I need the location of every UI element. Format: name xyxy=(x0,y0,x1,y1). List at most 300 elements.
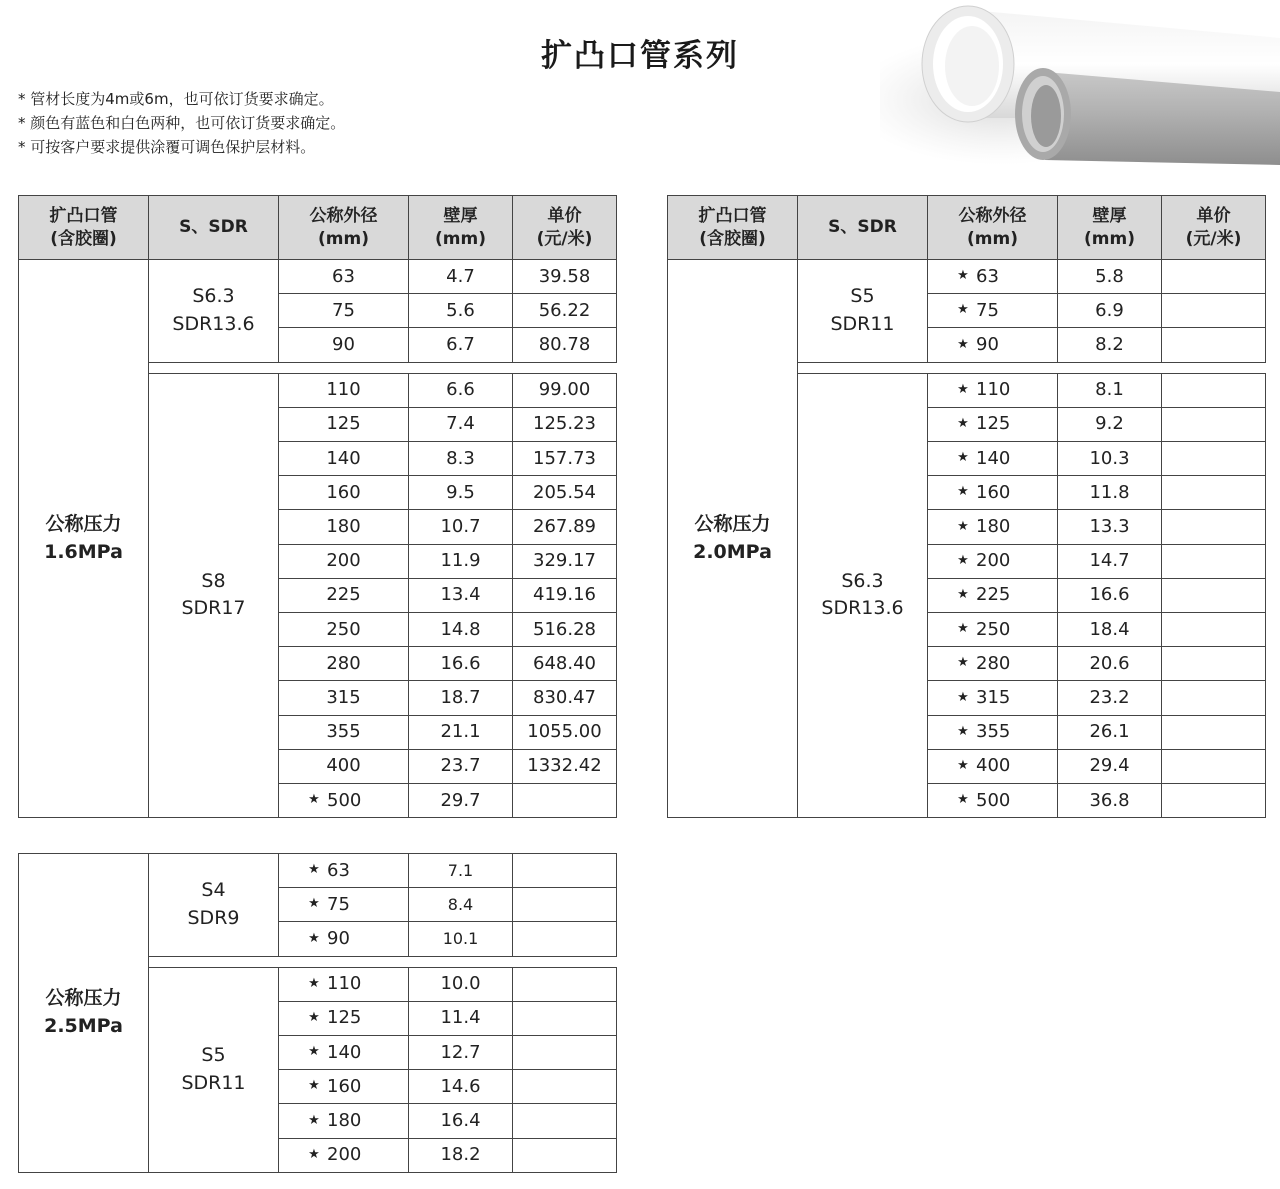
star-icon: ★ xyxy=(308,1112,320,1128)
outer-diameter-cell xyxy=(278,544,409,579)
wall-thickness-cell xyxy=(408,1138,513,1173)
cell-text: 400 xyxy=(976,755,1011,777)
cell-text: 10.1 xyxy=(442,929,479,949)
cell-text: 140 xyxy=(326,447,361,469)
star-icon: ★ xyxy=(308,1078,320,1094)
cell-text: 8.4 xyxy=(447,895,474,915)
cell-text: 20.6 xyxy=(1089,652,1130,674)
unit-price-cell xyxy=(512,259,617,294)
sdr-group-cell xyxy=(797,373,928,819)
cell-text: 140 xyxy=(976,447,1011,469)
cell-text: 5.8 xyxy=(1095,265,1124,287)
outer-diameter-cell xyxy=(278,612,409,647)
wall-thickness-cell xyxy=(408,783,513,818)
outer-diameter-cell xyxy=(927,646,1058,681)
wall-thickness-cell xyxy=(408,967,513,1002)
outer-diameter-cell xyxy=(278,475,409,510)
star-icon: ★ xyxy=(957,336,969,352)
cell-text: 9.5 xyxy=(446,481,475,503)
unit-price-cell xyxy=(512,1035,617,1070)
unit-price-cell xyxy=(1161,441,1266,476)
cell-text: SDR11 xyxy=(830,312,895,335)
unit-price-cell xyxy=(1161,509,1266,544)
notes xyxy=(18,87,345,159)
wall-thickness-cell xyxy=(408,680,513,715)
cell-text: 公称外径 xyxy=(309,205,378,226)
unit-price-cell xyxy=(1161,715,1266,750)
outer-diameter-cell xyxy=(278,373,409,408)
cell-text: SDR9 xyxy=(187,906,240,929)
cell-text: 160 xyxy=(976,481,1011,503)
cell-text: 75 xyxy=(976,299,999,321)
outer-diameter-cell xyxy=(278,853,409,888)
unit-price-cell xyxy=(1161,646,1266,681)
cell-text: 90 xyxy=(976,333,999,355)
outer-diameter-cell xyxy=(278,680,409,715)
wall-thickness-cell xyxy=(1057,293,1162,328)
cell-text: 125 xyxy=(326,413,361,435)
star-icon: ★ xyxy=(957,415,969,431)
unit-price-cell xyxy=(1161,578,1266,613)
cell-text: 250 xyxy=(326,618,361,640)
wall-thickness-cell xyxy=(408,407,513,442)
cell-text: 516.28 xyxy=(533,618,596,640)
cell-text: 200 xyxy=(327,1144,362,1166)
unit-price-cell xyxy=(512,887,617,922)
header-outer-diameter xyxy=(278,195,409,260)
unit-price-cell xyxy=(512,921,617,956)
cell-text: 90 xyxy=(327,927,350,949)
outer-diameter-cell xyxy=(927,783,1058,818)
cell-text: S5 xyxy=(201,1044,226,1067)
cell-text: 8.2 xyxy=(1095,333,1124,355)
cell-text: 14.7 xyxy=(1089,550,1130,572)
cell-text: 16.6 xyxy=(440,652,481,674)
cell-text: 6.6 xyxy=(446,379,475,401)
outer-diameter-cell xyxy=(278,407,409,442)
cell-text: SDR11 xyxy=(181,1071,246,1094)
cell-text: 180 xyxy=(327,1109,362,1131)
cell-text: 80.78 xyxy=(538,333,591,355)
cell-text: 9.2 xyxy=(1095,413,1124,435)
cell-text: 280 xyxy=(326,652,361,674)
cell-text: (mm) xyxy=(967,228,1018,249)
unit-price-cell xyxy=(512,327,617,362)
sdr-group-cell xyxy=(148,373,279,819)
outer-diameter-cell xyxy=(278,1103,409,1138)
star-icon: ★ xyxy=(957,655,969,671)
cell-text: (mm) xyxy=(1084,228,1135,249)
wall-thickness-cell xyxy=(1057,749,1162,784)
cell-text: 180 xyxy=(976,515,1011,537)
header-wall-thickness xyxy=(408,195,513,260)
wall-thickness-cell xyxy=(408,646,513,681)
cell-text: SDR17 xyxy=(181,597,246,620)
cell-text: 648.40 xyxy=(533,652,596,674)
wall-thickness-cell xyxy=(1057,259,1162,294)
pressure-group-cell xyxy=(18,259,149,818)
unit-price-cell xyxy=(512,475,617,510)
wall-thickness-cell xyxy=(408,509,513,544)
cell-text: 21.1 xyxy=(440,721,481,743)
unit-price-cell xyxy=(1161,259,1266,294)
cell-text: 1.6MPa xyxy=(44,540,123,563)
wall-thickness-cell xyxy=(408,373,513,408)
cell-text: 2.5MPa xyxy=(44,1014,123,1037)
wall-thickness-cell xyxy=(408,475,513,510)
outer-diameter-cell xyxy=(927,544,1058,579)
cell-text: 壁厚 xyxy=(1092,205,1127,226)
wall-thickness-cell xyxy=(408,715,513,750)
pipe-product-image xyxy=(880,0,1280,170)
cell-text: 23.7 xyxy=(440,755,481,777)
cell-text: 6.7 xyxy=(446,333,475,355)
cell-text: 公称压力 xyxy=(45,513,122,536)
outer-diameter-cell xyxy=(278,887,409,922)
wall-thickness-cell xyxy=(408,259,513,294)
outer-diameter-cell xyxy=(278,327,409,362)
unit-price-cell xyxy=(512,441,617,476)
unit-price-cell xyxy=(512,578,617,613)
wall-thickness-cell xyxy=(408,749,513,784)
cell-text: 63 xyxy=(976,265,999,287)
cell-text: 2.0MPa xyxy=(693,540,772,563)
outer-diameter-cell xyxy=(278,1138,409,1173)
outer-diameter-cell xyxy=(927,259,1058,294)
cell-text: 6.9 xyxy=(1095,299,1124,321)
cell-text: 1332.42 xyxy=(527,755,602,777)
cell-text: 125.23 xyxy=(533,413,596,435)
cell-text: 110 xyxy=(976,379,1011,401)
star-icon: ★ xyxy=(957,757,969,773)
star-icon: ★ xyxy=(957,268,969,284)
cell-text: 18.7 xyxy=(440,686,481,708)
cell-text: 11.8 xyxy=(1089,481,1130,503)
outer-diameter-cell xyxy=(927,749,1058,784)
cell-text: 39.58 xyxy=(538,265,591,287)
cell-text: 63 xyxy=(332,265,355,287)
cell-text: 16.6 xyxy=(1089,584,1130,606)
cell-text: (含胶圈) xyxy=(699,228,766,249)
pressure-group-cell xyxy=(18,853,149,1173)
cell-text: 7.1 xyxy=(447,861,474,880)
cell-text: S4 xyxy=(201,879,226,902)
outer-diameter-cell xyxy=(927,680,1058,715)
sdr-group-cell xyxy=(797,259,928,363)
cell-text: 500 xyxy=(976,789,1011,811)
cell-text: 11.4 xyxy=(440,1007,481,1029)
cell-text: 160 xyxy=(326,481,361,503)
cell-text: (mm) xyxy=(435,228,486,249)
wall-thickness-cell xyxy=(408,293,513,328)
unit-price-cell xyxy=(512,1001,617,1036)
outer-diameter-cell xyxy=(278,715,409,750)
wall-thickness-cell xyxy=(408,441,513,476)
cell-text: 26.1 xyxy=(1089,721,1130,743)
wall-thickness-cell xyxy=(408,1035,513,1070)
outer-diameter-cell xyxy=(278,646,409,681)
star-icon: ★ xyxy=(308,1146,320,1162)
unit-price-cell xyxy=(512,749,617,784)
wall-thickness-cell xyxy=(408,1069,513,1104)
cell-text: 99.00 xyxy=(538,379,591,401)
cell-text: S、SDR xyxy=(179,217,248,238)
note-line: * 可按客户要求提供涂覆可调色保护层材料。 xyxy=(18,138,316,156)
cell-text: 355 xyxy=(976,721,1011,743)
cell-text: 75 xyxy=(327,893,350,915)
cell-text: S6.3 xyxy=(192,285,235,308)
outer-diameter-cell xyxy=(927,407,1058,442)
outer-diameter-cell xyxy=(927,612,1058,647)
star-icon: ★ xyxy=(957,586,969,602)
unit-price-cell xyxy=(512,967,617,1002)
outer-diameter-cell xyxy=(927,509,1058,544)
cell-text: 225 xyxy=(976,584,1011,606)
wall-thickness-cell xyxy=(408,921,513,956)
cell-text: 16.4 xyxy=(440,1109,481,1131)
wall-thickness-cell xyxy=(1057,509,1162,544)
cell-text: S6.3 xyxy=(841,569,884,592)
cell-text: 315 xyxy=(326,686,361,708)
cell-text: 140 xyxy=(327,1041,362,1063)
cell-text: 267.89 xyxy=(533,515,596,537)
unit-price-cell xyxy=(1161,407,1266,442)
cell-text: 419.16 xyxy=(533,584,596,606)
wall-thickness-cell xyxy=(1057,612,1162,647)
cell-text: 56.22 xyxy=(538,299,591,321)
outer-diameter-cell xyxy=(927,293,1058,328)
outer-diameter-cell xyxy=(278,578,409,613)
unit-price-cell xyxy=(1161,475,1266,510)
cell-text: 10.3 xyxy=(1089,447,1130,469)
outer-diameter-cell xyxy=(927,441,1058,476)
outer-diameter-cell xyxy=(278,1001,409,1036)
cell-text: 公称外径 xyxy=(958,205,1027,226)
wall-thickness-cell xyxy=(1057,475,1162,510)
cell-text: 7.4 xyxy=(446,413,475,435)
star-icon: ★ xyxy=(308,1044,320,1060)
cell-text: 180 xyxy=(326,515,361,537)
header-product xyxy=(18,195,149,260)
outer-diameter-cell xyxy=(278,509,409,544)
star-icon: ★ xyxy=(957,552,969,568)
header-sdr xyxy=(797,195,928,260)
cell-text: 8.1 xyxy=(1095,379,1124,401)
unit-price-cell xyxy=(1161,327,1266,362)
star-icon: ★ xyxy=(308,792,320,808)
cell-text: 10.7 xyxy=(440,515,481,537)
wall-thickness-cell xyxy=(408,578,513,613)
header-product xyxy=(667,195,798,260)
outer-diameter-cell xyxy=(278,921,409,956)
cell-text: 125 xyxy=(327,1007,362,1029)
star-icon: ★ xyxy=(957,518,969,534)
cell-text: 110 xyxy=(326,379,361,401)
star-icon: ★ xyxy=(957,381,969,397)
cell-text: 315 xyxy=(976,686,1011,708)
cell-text: 13.3 xyxy=(1089,515,1130,537)
sdr-group-cell xyxy=(148,967,279,1173)
wall-thickness-cell xyxy=(408,853,513,888)
outer-diameter-cell xyxy=(278,749,409,784)
sdr-group-cell xyxy=(148,259,279,363)
cell-text: 830.47 xyxy=(533,686,596,708)
outer-diameter-cell xyxy=(278,259,409,294)
unit-price-cell xyxy=(512,1138,617,1173)
cell-text: 公称压力 xyxy=(694,513,771,536)
cell-text: 90 xyxy=(332,333,355,355)
cell-text: S5 xyxy=(850,285,875,308)
cell-text: 4.7 xyxy=(446,265,475,287)
outer-diameter-cell xyxy=(278,967,409,1002)
wall-thickness-cell xyxy=(1057,715,1162,750)
star-icon: ★ xyxy=(957,723,969,739)
outer-diameter-cell xyxy=(927,715,1058,750)
outer-diameter-cell xyxy=(927,327,1058,362)
unit-price-cell xyxy=(512,373,617,408)
star-icon: ★ xyxy=(308,862,320,878)
cell-text: 13.4 xyxy=(440,584,481,606)
wall-thickness-cell xyxy=(408,1103,513,1138)
wall-thickness-cell xyxy=(1057,544,1162,579)
cell-text: 329.17 xyxy=(533,550,596,572)
star-icon: ★ xyxy=(957,621,969,637)
unit-price-cell xyxy=(512,612,617,647)
cell-text: 18.2 xyxy=(440,1144,481,1166)
cell-text: 355 xyxy=(326,721,361,743)
outer-diameter-cell xyxy=(278,1035,409,1070)
outer-diameter-cell xyxy=(278,783,409,818)
page-title: 扩凸口管系列 xyxy=(541,38,739,74)
star-icon: ★ xyxy=(957,450,969,466)
cell-text: 10.0 xyxy=(440,973,481,995)
cell-text: 200 xyxy=(976,550,1011,572)
header-outer-diameter xyxy=(927,195,1058,260)
unit-price-cell xyxy=(1161,373,1266,408)
unit-price-cell xyxy=(512,680,617,715)
cell-text: 14.6 xyxy=(440,1075,481,1097)
wall-thickness-cell xyxy=(408,1001,513,1036)
sdr-group-cell xyxy=(148,853,279,957)
outer-diameter-cell xyxy=(927,578,1058,613)
cell-text: 11.9 xyxy=(440,550,481,572)
cell-text: 1055.00 xyxy=(527,721,602,743)
cell-text: 75 xyxy=(332,299,355,321)
unit-price-cell xyxy=(512,646,617,681)
cell-text: 5.6 xyxy=(446,299,475,321)
unit-price-cell xyxy=(1161,680,1266,715)
unit-price-cell xyxy=(512,509,617,544)
unit-price-cell xyxy=(1161,612,1266,647)
wall-thickness-cell xyxy=(408,544,513,579)
outer-diameter-cell xyxy=(927,475,1058,510)
cell-text: (元/米) xyxy=(1185,228,1242,249)
cell-text: 29.4 xyxy=(1089,755,1130,777)
unit-price-cell xyxy=(512,544,617,579)
outer-diameter-cell xyxy=(278,293,409,328)
star-icon: ★ xyxy=(957,484,969,500)
cell-text: 29.7 xyxy=(440,789,481,811)
outer-diameter-cell xyxy=(278,441,409,476)
unit-price-cell xyxy=(512,407,617,442)
cell-text: 205.54 xyxy=(533,481,596,503)
unit-price-cell xyxy=(512,853,617,888)
header-wall-thickness xyxy=(1057,195,1162,260)
pressure-group-cell xyxy=(667,259,798,818)
note-line: * 管材长度为4m或6m，也可依订货要求确定。 xyxy=(18,90,334,108)
unit-price-cell xyxy=(1161,293,1266,328)
unit-price-cell xyxy=(1161,783,1266,818)
outer-diameter-cell xyxy=(927,373,1058,408)
cell-text: 160 xyxy=(327,1075,362,1097)
wall-thickness-cell xyxy=(1057,783,1162,818)
cell-text: 110 xyxy=(327,973,362,995)
cell-text: 200 xyxy=(326,550,361,572)
cell-text: S、SDR xyxy=(828,217,897,238)
wall-thickness-cell xyxy=(1057,407,1162,442)
unit-price-cell xyxy=(1161,544,1266,579)
cell-text: 14.8 xyxy=(440,618,481,640)
cell-text: 12.7 xyxy=(440,1041,481,1063)
star-icon: ★ xyxy=(957,302,969,318)
cell-text: 扩凸口管 xyxy=(49,205,118,226)
star-icon: ★ xyxy=(957,689,969,705)
unit-price-cell xyxy=(512,293,617,328)
star-icon: ★ xyxy=(308,930,320,946)
unit-price-cell xyxy=(512,1069,617,1104)
cell-text: 公称压力 xyxy=(45,987,122,1010)
header-unit-price xyxy=(512,195,617,260)
cell-text: 400 xyxy=(326,755,361,777)
star-icon: ★ xyxy=(308,1009,320,1025)
cell-text: 250 xyxy=(976,618,1011,640)
header-unit-price xyxy=(1161,195,1266,260)
cell-text: 8.3 xyxy=(446,447,475,469)
cell-text: 单价 xyxy=(547,205,582,226)
wall-thickness-cell xyxy=(1057,578,1162,613)
outer-diameter-cell xyxy=(278,1069,409,1104)
cell-text: 23.2 xyxy=(1089,686,1130,708)
unit-price-cell xyxy=(512,715,617,750)
cell-text: 单价 xyxy=(1196,205,1231,226)
cell-text: 225 xyxy=(326,584,361,606)
cell-text: 壁厚 xyxy=(443,205,478,226)
cell-text: SDR13.6 xyxy=(821,597,904,620)
cell-text: SDR13.6 xyxy=(172,312,255,335)
wall-thickness-cell xyxy=(408,612,513,647)
wall-thickness-cell xyxy=(1057,646,1162,681)
note-line: * 颜色有蓝色和白色两种，也可依订货要求确定。 xyxy=(18,114,346,132)
wall-thickness-cell xyxy=(1057,441,1162,476)
unit-price-cell xyxy=(1161,749,1266,784)
wall-thickness-cell xyxy=(1057,373,1162,408)
wall-thickness-cell xyxy=(408,327,513,362)
star-icon: ★ xyxy=(308,896,320,912)
cell-text: 扩凸口管 xyxy=(698,205,767,226)
wall-thickness-cell xyxy=(1057,327,1162,362)
unit-price-cell xyxy=(512,1103,617,1138)
cell-text: 157.73 xyxy=(533,447,596,469)
wall-thickness-cell xyxy=(408,887,513,922)
cell-text: (元/米) xyxy=(536,228,593,249)
cell-text: S8 xyxy=(201,569,226,592)
cell-text: (mm) xyxy=(318,228,369,249)
star-icon: ★ xyxy=(957,792,969,808)
cell-text: 500 xyxy=(327,789,362,811)
cell-text: 125 xyxy=(976,413,1011,435)
cell-text: 280 xyxy=(976,652,1011,674)
header-sdr xyxy=(148,195,279,260)
